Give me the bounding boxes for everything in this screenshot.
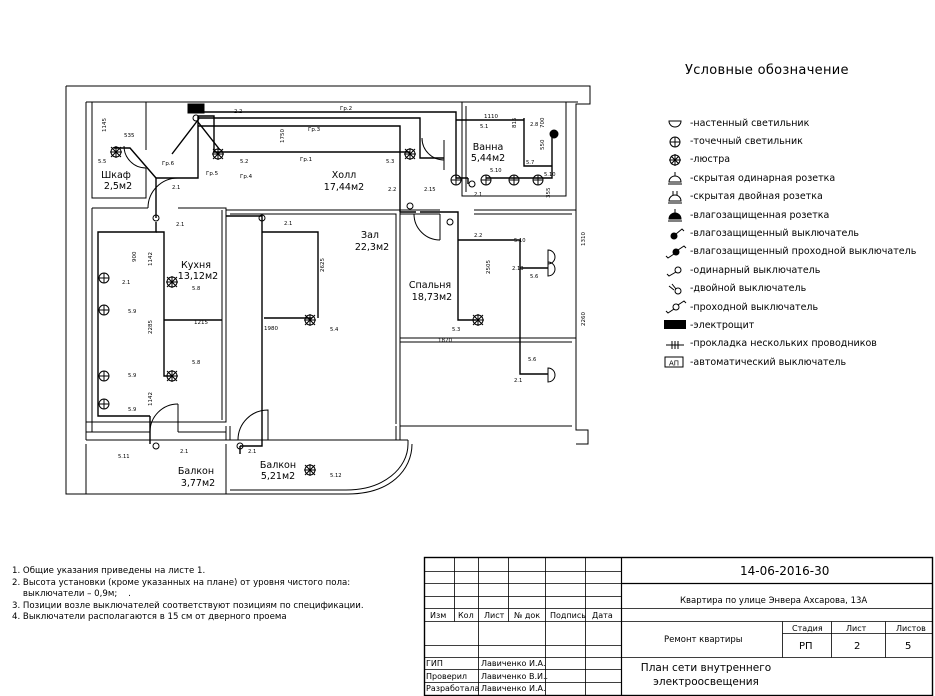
spot-lamp-icon — [533, 175, 543, 185]
pass-switch-icon — [407, 203, 413, 209]
dimension: 700 — [540, 117, 546, 128]
waterproof-switch-icon — [469, 181, 475, 187]
dimension: 2505 — [486, 260, 492, 274]
dimension-labels — [102, 114, 587, 406]
chandelier-icon — [404, 148, 416, 160]
spot-lamp-icon — [481, 175, 491, 185]
circuit-mark: 2.2 — [388, 187, 397, 193]
circuit-mark: 2.1 — [284, 221, 293, 227]
group-label: Гр.1 — [300, 157, 313, 163]
spot-lamp-icon — [99, 305, 109, 315]
circuit-mark: 2.15 — [424, 187, 436, 193]
sheets-header: Листов — [896, 624, 926, 633]
note-line: 1. Общие указания приведены на листе 1. — [12, 566, 206, 576]
legend-item — [664, 224, 929, 242]
room-area-kitchen: 13,12м2 — [177, 271, 219, 282]
legend-label: -влагозащищенная розетка — [690, 209, 830, 221]
column-header: Изм — [430, 611, 447, 620]
chandelier-icon — [166, 370, 178, 382]
note-line: выключатели – 0,9м; . — [12, 589, 131, 600]
chandelier-icon — [304, 464, 316, 476]
role-label: Проверил — [426, 672, 468, 681]
spot-lamp-icon — [664, 134, 690, 150]
panel-icon — [664, 317, 690, 333]
legend-label: -точечный светильник — [690, 136, 803, 148]
sheet-value: 2 — [854, 641, 861, 652]
legend-title: Условные обозначение — [685, 63, 849, 78]
legend-label: -электрощит — [690, 319, 755, 331]
waterproof-socket-icon — [664, 207, 690, 223]
group-label: Гр.4 — [240, 174, 253, 180]
room-name-balcony-2: Балкон — [259, 460, 297, 471]
circuit-mark: 5.6 — [528, 357, 537, 363]
single-socket-icon — [664, 170, 690, 186]
circuit-mark: 5.10 — [514, 238, 526, 244]
legend-label: -влагозащищенный выключатель — [690, 228, 860, 240]
wall-lamp-icon — [548, 368, 555, 382]
room-name-bath: Ванна — [472, 142, 504, 153]
legend-item — [664, 151, 929, 169]
chandelier-icon — [166, 276, 178, 288]
role-name: Лавиченко И.А. — [481, 684, 546, 693]
circuit-mark: 2.1 — [172, 185, 181, 191]
legend-item — [664, 114, 929, 132]
circuit-mark: 2.2 — [474, 233, 483, 239]
spot-lamp-icon — [99, 399, 109, 409]
circuit-mark: 5.8 — [192, 286, 201, 292]
column-header: Подпись — [550, 611, 586, 620]
sheet-title: План сети внутреннего электроосвещения — [640, 662, 772, 688]
column-header: Лист — [484, 611, 505, 620]
circuit-mark: 5.3 — [386, 159, 395, 165]
circuit-mark: 5.3 — [452, 327, 461, 333]
circuit-mark: 2.1 — [474, 192, 483, 198]
double-socket-icon — [664, 189, 690, 205]
circuit-mark: 5.11 — [118, 454, 130, 460]
spot-lamp-icon — [509, 175, 519, 185]
dimension: 1142 — [148, 252, 154, 266]
legend-label: -автоматический выключатель — [690, 356, 847, 368]
circuit-mark: 5.9 — [128, 309, 137, 315]
legend-item — [664, 169, 929, 187]
room-area-balcony-1: 3,77м2 — [180, 478, 216, 489]
dimension: 1750 — [280, 129, 286, 143]
chandelier-icon — [304, 314, 316, 326]
dimension: 1145 — [102, 118, 108, 132]
waterproof-switch-icon — [664, 226, 690, 242]
room-name-hall: Холл — [331, 170, 357, 181]
circuit-mark: 5.2 — [240, 159, 249, 165]
legend-label: -одинарный выключатель — [690, 264, 821, 276]
legend-item — [664, 132, 929, 150]
chandelier-icon — [472, 314, 484, 326]
circuit-mark: 2.1 — [180, 449, 189, 455]
dimension: 900 — [132, 251, 138, 262]
legend-label: -настенный светильник — [690, 117, 810, 129]
general-notes — [12, 566, 364, 624]
room-area-bedroom: 18,73м2 — [411, 292, 453, 303]
pass-switch-icon — [664, 299, 690, 315]
spot-lamp-icon — [451, 175, 461, 185]
group-labels — [162, 106, 352, 180]
note-line: 3. Позиции возле выключателей соответствуют позициям по спецификации. — [12, 600, 364, 611]
walls — [66, 86, 590, 494]
legend-item — [664, 298, 929, 316]
room-labels — [101, 142, 505, 489]
dimension: 1870 — [438, 338, 452, 344]
stage-value: РП — [799, 641, 813, 652]
panel-icon — [188, 104, 204, 113]
dimension: 1980 — [264, 326, 278, 332]
dimension: 355 — [546, 187, 552, 198]
waterproof-pass-switch-icon — [664, 244, 690, 260]
room-area-balcony-2: 5,21м2 — [260, 471, 296, 482]
breaker-icon — [664, 354, 690, 370]
note-line: 4. Выключатели располагаются в 15 см от дверного проема — [12, 612, 287, 623]
dimension: 2625 — [320, 258, 326, 272]
legend-item — [664, 261, 929, 279]
group-label: Гр.2 — [340, 106, 353, 112]
legend-item — [664, 335, 929, 353]
sheet-header: Лист — [846, 624, 867, 633]
room-name-bedroom: Спальня — [408, 280, 452, 291]
room-area-bath: 5,44м2 — [470, 153, 506, 164]
svg-text:АП: АП — [668, 359, 680, 368]
circuit-mark: 2.1 — [514, 378, 523, 384]
room-area-wardrobe: 2,5м2 — [103, 181, 133, 192]
circuit-mark: 5.10 — [544, 172, 556, 178]
dimension: 2260 — [581, 312, 587, 326]
legend-label: -проходной выключатель — [690, 301, 819, 313]
circuit-mark: 2.8 — [530, 122, 539, 128]
legend-label: -прокладка нескольких проводников — [690, 338, 877, 350]
legend-item — [664, 206, 929, 224]
legend-label: -двойной выключатель — [690, 283, 807, 295]
circuit-mark: 5.9 — [128, 407, 137, 413]
dimension: 1110 — [484, 114, 498, 120]
single-switch-icon — [664, 262, 690, 278]
circuit-mark: 2.13 — [512, 266, 524, 272]
spot-lamp-icon — [99, 371, 109, 381]
chandelier-icon — [664, 152, 690, 168]
circuit-mark: 5.8 — [192, 360, 201, 366]
room-name-balcony-1: Балкон — [177, 466, 215, 477]
room-name-kitchen: Кухня — [181, 260, 211, 271]
column-header: Кол — [458, 611, 474, 620]
legend-item — [664, 316, 929, 334]
circuit-mark: 5.5 — [98, 159, 107, 165]
dimension: 535 — [124, 133, 135, 139]
note-line: 2. Высота установки (кроме указанных на плане) от уровня чистого пола: — [12, 577, 351, 588]
chandelier-icon — [212, 148, 224, 160]
dimension: 550 — [540, 139, 546, 150]
room-area-living: 22,3м2 — [354, 242, 390, 253]
group-label: Гр.3 — [308, 127, 321, 133]
role-name: Лавиченко И.А. — [481, 659, 546, 668]
legend-label: -люстра — [690, 154, 731, 166]
column-header: Дата — [592, 611, 613, 620]
role-name: Лавиченко В.И.. — [481, 672, 549, 681]
room-area-hall: 17,44м2 — [323, 182, 365, 193]
circuit-mark: 5.6 — [530, 274, 539, 280]
role-label: Разработала — [426, 684, 480, 693]
legend-item — [664, 188, 929, 206]
circuit-mark: 5.1 — [480, 124, 489, 130]
legend-label: -скрытая одинарная розетка — [690, 172, 836, 184]
legend-item — [664, 280, 929, 298]
legend — [664, 114, 929, 371]
circuit-mark: 2.1 — [248, 449, 257, 455]
chandelier-icon — [110, 146, 122, 158]
circuit-mark: 5.4 — [330, 327, 339, 333]
wall-lamp-icon — [664, 115, 690, 131]
legend-item — [664, 353, 929, 371]
column-header: № док — [514, 611, 541, 620]
legend-item — [664, 243, 929, 261]
single-switch-icon — [447, 219, 453, 225]
spot-lamp-icon — [99, 273, 109, 283]
circuit-mark: 2.1 — [122, 280, 131, 286]
circuit-mark: 2.1 — [176, 222, 185, 228]
waterproof-switch-icon — [550, 130, 558, 138]
single-switch-icon — [153, 443, 159, 449]
circuit-mark: 5.12 — [330, 473, 342, 479]
dimension: 815 — [512, 117, 518, 128]
group-label: Гр.6 — [162, 161, 175, 167]
legend-label: -влагозащищенный проходной выключатель — [690, 246, 917, 258]
dimension: 2285 — [148, 320, 154, 334]
drawing-code: 14-06-2016-30 — [740, 564, 830, 578]
circuit-mark: 5.9 — [128, 373, 137, 379]
role-label: ГИП — [426, 659, 443, 668]
room-name-wardrobe: Шкаф — [101, 170, 131, 181]
group-label: Гр.5 — [206, 171, 219, 177]
dimension: 1215 — [194, 320, 208, 326]
dimension: 1142 — [148, 392, 154, 406]
work-name: Ремонт квартиры — [664, 635, 743, 645]
legend-label: -скрытая двойная розетка — [690, 191, 823, 203]
sheets-value: 5 — [905, 641, 912, 652]
multi-wire-icon — [664, 336, 690, 352]
stage-header: Стадия — [792, 624, 823, 633]
dimension: 1310 — [581, 232, 587, 246]
room-name-living: Зал — [361, 230, 379, 241]
circuit-mark: 2.2 — [234, 109, 243, 115]
object-name: Квартира по улице Энвера Ахсарова, 13А — [680, 596, 868, 606]
circuit-mark: 5.10 — [490, 168, 502, 174]
double-switch-icon — [664, 281, 690, 297]
circuit-mark: 5.7 — [526, 160, 535, 166]
